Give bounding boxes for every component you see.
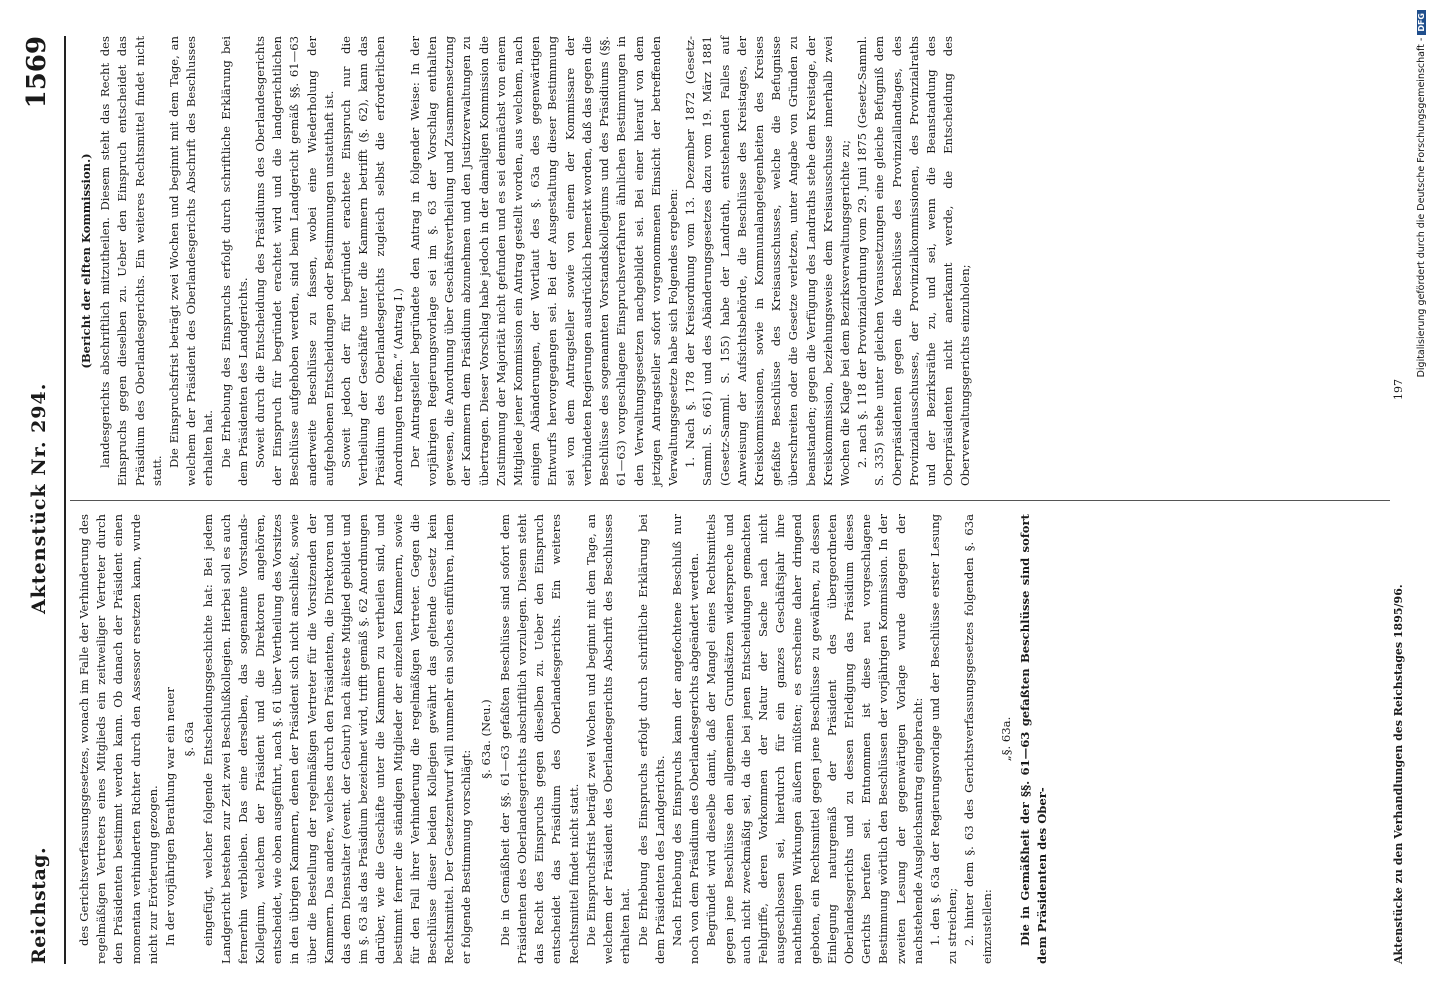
paragraph: Die Erhebung des Einspruchs erfolgt durch schriftliche Erklärung bei dem Präsidenten des Landgerichts. [635, 514, 667, 964]
digitization-text: Digitalisierung gefördert durch die Deutsche Forschungsgemeinschaft - [1416, 37, 1427, 378]
list-item: 1. den §. 63a der Regierungsvorlage und der Beschlüsse erster Lesung zu streichen; [927, 514, 960, 964]
paragraph: Die Einspruchsfrist beträgt zwei Wochen und beginnt mit dem Tage, an welchem der Präsident des Oberlandesgerichts Abschrift des Beschlusses erhalten hat. [583, 514, 633, 964]
paragraph: Die Erhebung des Einspruchs erfolgt durch schriftliche Erklärung bei dem Präsidenten des Landgerichts. [218, 36, 250, 486]
paragraph: Der Antragsteller begründete den Antrag in folgender Weise: In der vorjährigen Regierungsvorlage sei im §. 63 der Vorschlag enthalten gewesen, die Anordnung über Geschäftsvertheilung und Zusammensetzung der Kammern dem Präsidium abzunehmen und den Justizverwaltungen zu übertragen. Dieser Vorschlag habe jedoch in der damaligen Kommission die Zustimmung der Majorität nicht gefunden und es sei demnächst von einem Mitgliede jener Kommission ein Antrag gestellt worden, aus welchem, nach einigen Abänderungen, der Wortlaut des §. 63a des gegenwärtigen Entwurfs hervorgegangen sei. Bei der Ausgestaltung dieser Bestimmung sei von dem Antragsteller sowie von einem der Kommissare der verbündeten Regierungen ausdrücklich bemerkt worden, daß das gegen die Beschlüsse des sogenannten Vorstandskollegiums und des Präsidiums (§§. 61—63) vorgeschlagene Einspruchsverfahren ähnlichen Bestimmungen in den Verwaltungsgesetzen nachgebildet sei. Bei einer hierauf von dem jetzigen Antragsteller sofort vorgenommenen Einsicht der betreffenden Verwaltungsgesetze habe sich Folgendes ergeben: [407, 36, 680, 486]
header-center: Aktenstück Nr. 294. [28, 382, 50, 614]
footer-left: Aktenstücke zu den Verhandlungen des Reichstages 1895/96. [1392, 584, 1405, 964]
paragraph: Nach Erhebung des Einspruchs kann der angefochtene Beschluß nur noch von dem Präsidium des Oberlandesgerichts abgeändert werden. [669, 514, 702, 964]
paragraph: eingefügt, welcher folgende Entscheidungsgeschichte hat: Bei jedem Landgericht bestehen zur Zeit zwei Beschlußkollegien. Hierbei soll es auch fernerhin verbleiben. Das eine derselben, das sogenannte Vorstands-Kollegium, welchem der Präsident und die Direktoren angehören, entscheidet, wie oben ausgeführt, nach §. 61 über Vertheilung des Vorsitzes in den übrigen Kammern, denen der Präsident sich nicht anschließt, sowie über die Bestellung der regelmäßigen Vertreter für die Vorsitzenden der Kammern. Das andere, welches durch den Präsidenten, die Direktoren und das dem Dienstalter (event. der Geburt) nach älteste Mitglied gebildet und im §. 63 als das Präsidium bezeichnet wird, trifft gemäß §. 62 Anordnungen darüber, wie die Geschäfte unter die Kammern zu vertheilen sind, und bestimmt ferner die ständigen Mitglieder der einzelnen Kammern, sowie für den Fall ihrer Verhinderung die regelmäßigen Vertreter. Gegen die Beschlüsse dieser beiden Kollegien gewährt das geltende Gesetz kein Rechtsmittel. Der Gesetzentwurf will nunmehr ein solches einführen, indem er folgende Bestimmung vorschlägt: [201, 514, 474, 964]
page-number: 1569 [22, 36, 52, 109]
paragraph: Die in Gemäßheit der §§. 61—63 gefaßten Beschlüsse sind sofort dem Präsidenten des Oberlandesgerichts abschriftlich vorzulegen. Diesem steht das Recht des Einspruchs gegen dieselben zu. Ueber den Einspruch entscheidet das Präsidium des Oberlandesgerichts. Ein weiteres Rechtsmittel findet nicht statt. [497, 514, 581, 964]
digitization-note [1416, 10, 1432, 980]
left-column [76, 514, 1051, 964]
list-item: 2. hinter dem §. 63 des Gerichtsverfassungsgesetzes folgenden §. 63a einzustellen: [962, 514, 994, 964]
paragraph: Die in Gemäßheit der §§. 61—63 gefaßten Beschlüsse sind sofort dem Präsidenten des Ober- [1017, 514, 1050, 964]
list-item: 1. Nach §. 178 der Kreisordnung vom 13. Dezember 1872 (Gesetz-Samml. S. 661) und des Abänderungsgesetzes dazu vom 19. März 1881 (Gesetz-Samml. S. 155) habe der Landrath, entstehenden Falles auf Anweisung der Aufsichtsbehörde, die Beschlüsse des Kreistages, der Kreiskommissionen, sowie in Kommunalangelegenheiten des Kreises gefaßte Beschlüsse des Kreisausschusses, welche die Befugnisse überschreiten oder die Gesetze verletzen, unter Angabe von Gründen zu beanstanden; gegen die Verfügung des Landraths stehe dem Kreistage, der Kreiskommission, beziehungsweise dem Kreisausschusse innerhalb zwei Wochen die Klage bei dem Bezirksverwaltungsgerichte zu; [683, 36, 852, 486]
column-divider [70, 500, 1390, 501]
section-heading: §. 63a. (Neu.) [478, 699, 493, 779]
section-heading: „§. 63a. [998, 716, 1013, 762]
paragraph: Die Einspruchsfrist beträgt zwei Wochen und beginnt mit dem Tage, an welchem der Präsident des Oberlandesgerichts Abschrift des Beschlusses erhalten hat. [167, 36, 216, 486]
dfg-logo: DFG [1417, 10, 1426, 35]
list-item: 2. nach §. 118 der Provinzialordnung vom 29. Juni 1875 (Gesetz-Samml. S. 335) stehe unter gleichen Voraussetzungen eine gleiche Befugniß dem Oberpräsidenten gegen die Beschlüsse des Provinziallandtages, des Provinzialausschusses, der Provinzialkommissionen, des Provinzialraths und der Bezirksräthe zu, und sei, wenn die Beanstandung des Oberpräsidenten nicht anerkannt werde, die Entscheidung des Oberverwaltungsgerichts einzuholen; [855, 36, 973, 486]
column-heading: (Bericht der elften Kommission.) [79, 153, 93, 369]
right-column [76, 36, 975, 486]
paragraph: Begründet wird dieselbe damit, daß der Mangel eines Rechtsmittels gegen jene Beschlüsse den allgemeinen Grundsätzen widerspreche und auch nicht zweckmäßig sei, da die bei jenen Entscheidungen gemachten Fehlgriffe, deren Vorkommen der Natur der Sache nach nicht ausgeschlossen sei, hierdurch für ein ganzes Geschäftsjahr ihre nachtheiligen Wirkungen äußern müßten; es erscheine daher dringend geboten, ein Rechtsmittel gegen jene Beschlüsse zu gewähren, zu dessen Einlegung naturgemäß der Präsident des übergeordneten Oberlandesgerichts und zu dessen Erledigung das Präsidium dieses Gerichts berufen sei. Entnommen ist diese neu vorgeschlagene Bestimmung wörtlich den Beschlüssen der vorjährigen Kommission. In der zweiten Lesung der gegenwärtigen Vorlage wurde dagegen der nachstehende Ausgleichsantrag eingebracht: [704, 514, 925, 964]
paragraph: Soweit durch die Entscheidung des Präsidiums des Oberlandesgerichts der Einspruch für begründet erachtet wird und die landgerichtlichen Beschlüsse aufgehoben werden, sind beim Landgericht gemäß §§. 61—63 anderweite Beschlüsse zu fassen, wobei eine Wiederholung der aufgehobenen Entscheidungen oder Bestimmungen unstatthaft ist. [253, 36, 336, 486]
header-rule [64, 36, 66, 964]
footer-page-signature: 197 [1392, 379, 1405, 400]
paragraph: In der vorjährigen Berathung war ein neuer [163, 687, 178, 946]
page-header [22, 36, 62, 964]
section-heading: §. 63a [182, 721, 197, 757]
paragraph: des Gerichtsverfassungsgesetzes, wonach im Falle der Verhinderung des regelmäßigen Vertreters eines Mitglieds ein zeitweiliger Vertreter durch den Präsidenten bestimmt werden kann. Ob danach der Präsident einen momentan verhinderten Richter durch den Assessor ersetzen kann, wurde nicht zur Erörterung gezogen. [77, 514, 160, 964]
header-left: Reichstag. [28, 846, 50, 964]
paragraph: landesgerichts abschriftlich mitzutheilen. Diesem steht das Recht des Einspruchs gegen dieselben zu. Ueber den Einspruch entscheidet das Präsidium des Oberlandesgerichts. Ein weiteres Rechtsmittel findet nicht statt. [98, 36, 164, 486]
paragraph: Soweit jedoch der für begründet erachtete Einspruch nur die Vertheilung der Geschäfte unter die Kammern betrifft (§. 62), kann das Präsidium des Oberlandesgerichts zugleich selbst die erforderlichen Anordnungen treffen.“ (Antrag I.) [339, 36, 405, 486]
